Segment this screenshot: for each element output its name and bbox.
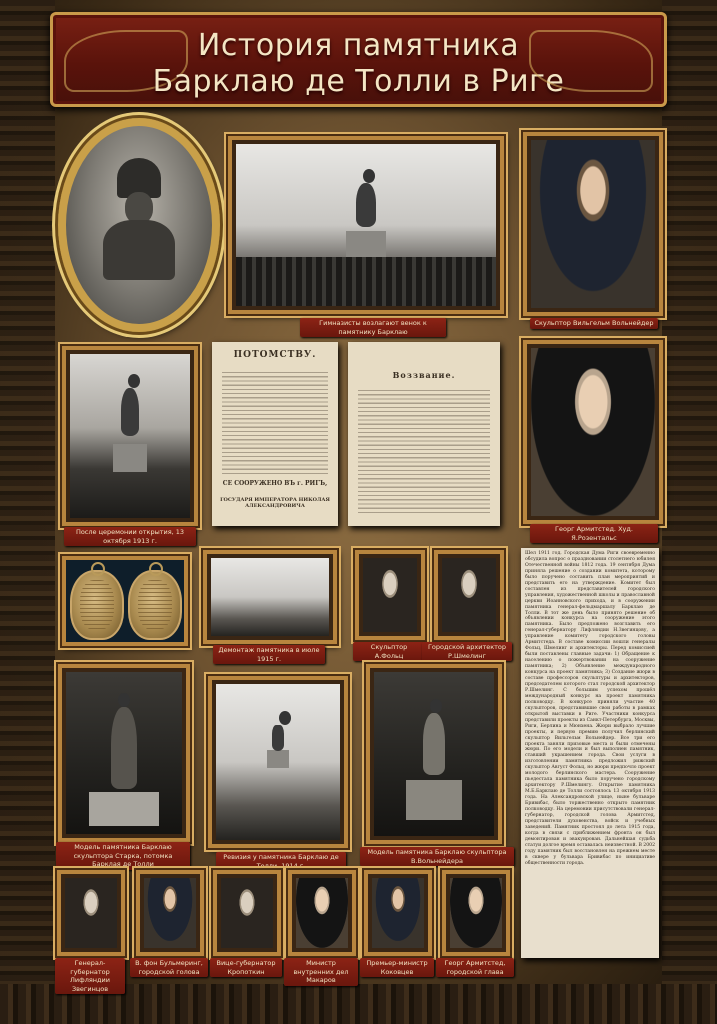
- photo-gymnasium: [236, 144, 496, 306]
- medal-right: [128, 570, 182, 640]
- doc2-title: Воззвание.: [392, 370, 456, 380]
- portrait-armitstead-small-frame: [442, 870, 510, 956]
- caption-armitstead-small: Георг Армитстед, городской глава: [436, 958, 514, 977]
- portrait-volkenaider: [531, 140, 655, 308]
- photo-ceremony: [70, 354, 190, 518]
- barclay-bust-oval-portrait: [58, 118, 220, 332]
- photo-model-stark-frame: [58, 664, 190, 842]
- portrait-armitstead: [531, 348, 655, 516]
- photo-model-stark: [66, 672, 182, 834]
- doc1-line2: ГОСУДАРЯ ИМПЕРАТОРА НИКОЛАЯ АЛЕКСАНДРОВИЧА: [220, 497, 330, 509]
- left-ornament-border: [0, 0, 55, 1024]
- photo-gymnasium-frame: [228, 136, 504, 314]
- caption-dismantle: Демонтаж памятника в июле 1915 г.: [213, 645, 325, 664]
- portrait-kokovtsov: [372, 878, 424, 948]
- right-ornament-border: [662, 0, 717, 1024]
- portrait-architect-frame: [434, 550, 504, 640]
- caption-bulmerincq: В. фон Бульмеринг, городской голова: [130, 958, 208, 977]
- caption-makarov: Министр внутренних дел Макаров: [284, 958, 358, 986]
- medals-frame: [62, 556, 188, 646]
- photo-dismantle: [211, 558, 329, 636]
- medal-left: [70, 570, 124, 640]
- portrait-volkenaider-frame: [523, 132, 663, 316]
- portrait-makarov-frame: [288, 870, 356, 956]
- caption-sculptor-volkenaider: Скульптор Вильгельм Вольнейдер: [530, 318, 658, 329]
- history-text-panel: Шел 1911 год. Городская Дума Риги своевременно обсудила вопрос о праздновании столетнего юбилея Отечественной войны 1812 года. 19 сентября Дума приняла решение о создании комитета, которому было поручено составить план мероприятий и представить его на утверждение. Комитет был составлен из представителей городского управления, художественной школы и православной церкви Иоанновского прихода, и в сооружении памятника генерал-фельдмаршалу Барклаю де Толли. В тот же день было принято решение об объявлении конкурса на сооружение этого памятника. Было предложено возглавить его генерал-губернатору Лифляндии Н.Звегинцову, а управление комитету городского головы Армитстеда. В составе комиссии вошли генералы Фольц, Шмелинг и архитекторы. Перед комиссией были поставлены главные задачи: 1) Обращение к населению о пожертвовании на сооружение памятника; 2) Объявление международного конкурса на проект памятника; 3) Создание жюри в составе профессоров скульптуры и архитекторов, председателем которого стал городской архитектор Р.Шмелинг. С большим успехом прошёл международный конкурс на проект памятника полководцу. В конкурсе приняли участие 40 скульпторов, представившие свои работы в рамках открытой выставки в Риге. Участники конкурса представили проекты из Санкт-Петербурга, Москвы, Риги, Берлина и Мюнхена. Жюри выбрало лучшие проекты, и первую премию получил берлинский скульптор Вильгельм Вольнейдер. Все три его проекта заняли призовые места и были отмечены жюри. По его модели и был выполнен памятник, ставший украшением города. Свои услуги в изготовлении памятника предложил рижский скульптор Август Фольц, но жюри предпочло проект молодого берлинского мастера. Сооружение пьедестала памятника было поручено городскому архитектору Р.Шмелингу. Открытие памятника М.Б.Барклаю де Толли состоялось 13 октября 1913 года. На Александровской улице, ныне бульваре Бривибас, было торжественно открыто памятник полководцу. На церемонии присутствовали генерал-губернатор, городской голова Армитстед, представители духовенства, войск и учебных заведений. Памятник простоял до лета 1915 года, когда в связи с приближением фронта он был демонтирован и эвакуирован. Дальнейшая судьба статуи долгое время оставалась неизвестной. В 2002 году памятник был восстановлен на прежнем месте в сквере у бульвара Бривибас по инициативе общественности города.: [521, 548, 659, 958]
- portrait-zvegintsov-frame: [57, 870, 125, 956]
- portrait-kropotkin: [221, 878, 273, 948]
- caption-architect: Городской архитектор Р.Шмелинг: [422, 642, 512, 661]
- caption-sculptor-volz: Скульптор А.Фольц: [353, 642, 425, 661]
- photo-model-volkenaider: [374, 672, 494, 836]
- portrait-armitstead-small: [450, 878, 502, 948]
- portrait-kokovtsov-frame: [364, 870, 432, 956]
- document-vozzvanie: [348, 342, 500, 526]
- photo-ceremony-frame: [62, 346, 198, 526]
- portrait-architect: [442, 558, 496, 632]
- portrait-volz-frame: [355, 550, 425, 640]
- doc1-title: ПОТОМСТВУ.: [233, 350, 317, 360]
- portrait-volz: [363, 558, 417, 632]
- portrait-kropotkin-frame: [213, 870, 281, 956]
- crowd: [236, 257, 496, 306]
- caption-kokovtsov: Премьер-министр Коковцев: [360, 958, 434, 977]
- caption-gymnasium: Гимназисты возлагают венок к памятнику Барклаю: [300, 318, 446, 337]
- caption-armitstead-portrait: Георг Армитстед. Худ. Я.Розентальс: [530, 524, 658, 543]
- portrait-armitstead-frame: [523, 340, 663, 524]
- caption-ceremony: После церемонии открытия, 13 октября 1913 г.: [64, 527, 196, 546]
- caption-zvegintsov: Генерал-губернатор Лифляндии Звегинцов: [55, 958, 125, 994]
- caption-model-volkenaider: Модель памятника Барклаю скульптора В.Вольнейдера: [360, 847, 514, 866]
- doc1-line1: СЕ СООРУЖЕНО ВЪ г. РИГЪ,: [222, 480, 328, 487]
- caption-model-stark: Модель памятника Барклаю скульптора Старка, потомка Барклая де Толли: [56, 842, 190, 870]
- portrait-bulmerincq: [144, 878, 196, 948]
- portrait-zvegintsov: [65, 878, 117, 948]
- title-plate: [50, 12, 667, 107]
- bust-figure: [103, 158, 175, 278]
- title-line-1: История памятника: [197, 28, 520, 63]
- caption-reception: Ревизия у памятника Барклаю де Толли, 1914 г.: [216, 852, 346, 871]
- photo-model-volkenaider-frame: [366, 664, 502, 844]
- document-potomstvu: [212, 342, 338, 526]
- photo-reception-frame: [208, 676, 348, 848]
- caption-kropotkin: Вице-губернатор Кропоткин: [210, 958, 282, 977]
- portrait-makarov: [296, 878, 348, 948]
- title-line-2: Барклаю де Толли в Риге: [152, 64, 565, 99]
- photo-reception: [216, 684, 340, 840]
- photo-dismantle-frame: [203, 550, 337, 644]
- portrait-bulmerincq-frame: [136, 870, 204, 956]
